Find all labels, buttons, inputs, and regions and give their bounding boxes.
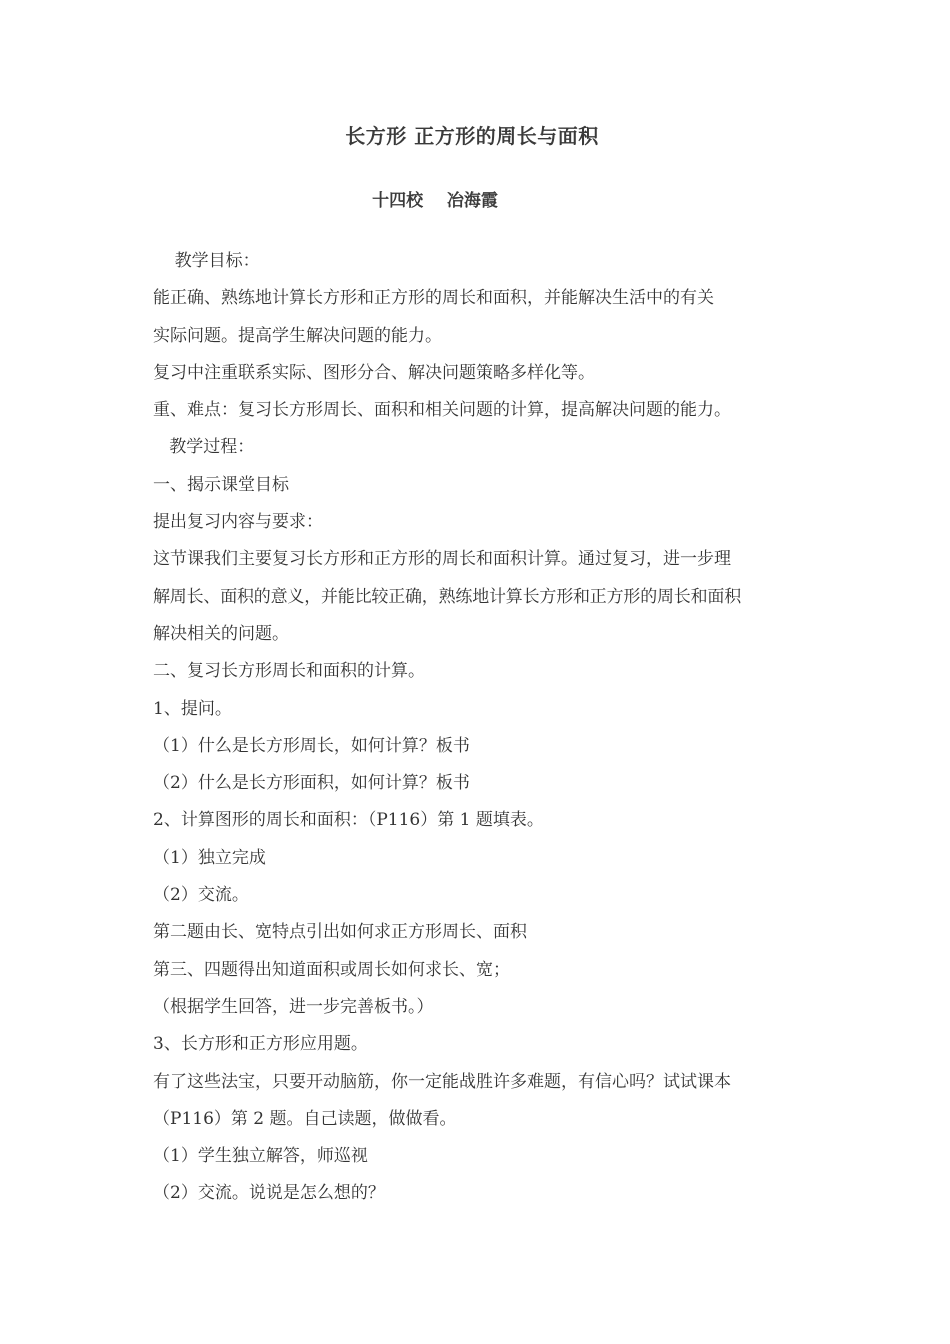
paragraph-line: （1）学生独立解答，师巡视 [153, 1146, 368, 1167]
paragraph-line: （根据学生回答，进一步完善板书。） [153, 996, 434, 1017]
paragraph-line: 有了这些法宝，只要开动脑筋，你一定能战胜许多难题，有信心吗？试试课本 [153, 1071, 731, 1092]
paragraph-line: 3、长方形和正方形应用题。 [153, 1034, 368, 1055]
paragraph-line: 第三、四题得出知道面积或周长如何求长、宽； [153, 959, 510, 980]
paragraph-line: 复习中注重联系实际、图形分合、解决问题策略多样化等。 [153, 362, 595, 383]
paragraph-line: 一、揭示课堂目标 [153, 474, 289, 495]
paragraph-line: （P116）第 2 题。自己读题，做做看。 [153, 1108, 457, 1129]
paragraph-line: （2）什么是长方形面积，如何计算？板书 [153, 773, 470, 794]
paragraph-line: 解周长、面积的意义，并能比较正确，熟练地计算长方形和正方形的周长和面积 [153, 586, 741, 607]
paragraph-line: （2）交流。 [153, 885, 249, 906]
paragraph-line: 提出复习内容与要求： [153, 512, 323, 533]
document-body [153, 243, 813, 1213]
paragraph-line: 二、复习长方形周长和面积的计算。 [153, 661, 425, 682]
paragraph-line: （2）交流。说说是怎么想的？ [153, 1183, 385, 1204]
paragraph-line: 实际问题。提高学生解决问题的能力。 [153, 325, 442, 346]
document-author: 十四校 冶海霞 [372, 191, 498, 211]
paragraph-line: （1）什么是长方形周长，如何计算？板书 [153, 735, 470, 756]
paragraph-line: 能正确、熟练地计算长方形和正方形的周长和面积，并能解决生活中的有关 [153, 288, 714, 309]
paragraph-line: 1、提问。 [153, 698, 232, 719]
paragraph-line: 教学目标： [153, 251, 260, 271]
paragraph-line: 2、计算图形的周长和面积：（P116）第 1 题填表。 [153, 810, 544, 831]
paragraph-line: 重、难点：复习长方形周长、面积和相关问题的计算，提高解决问题的能力。 [153, 400, 731, 421]
paragraph-line: 解决相关的问题。 [153, 623, 289, 644]
paragraph-line: （1）独立完成 [153, 847, 266, 868]
document-title: 长方形 正方形的周长与面积 [345, 124, 599, 148]
paragraph-line: 这节课我们主要复习长方形和正方形的周长和面积计算。通过复习，进一步理 [153, 549, 731, 570]
paragraph-line: 教学过程： [153, 437, 255, 458]
paragraph-line: 第二题由长、宽特点引出如何求正方形周长、面积 [153, 922, 527, 943]
